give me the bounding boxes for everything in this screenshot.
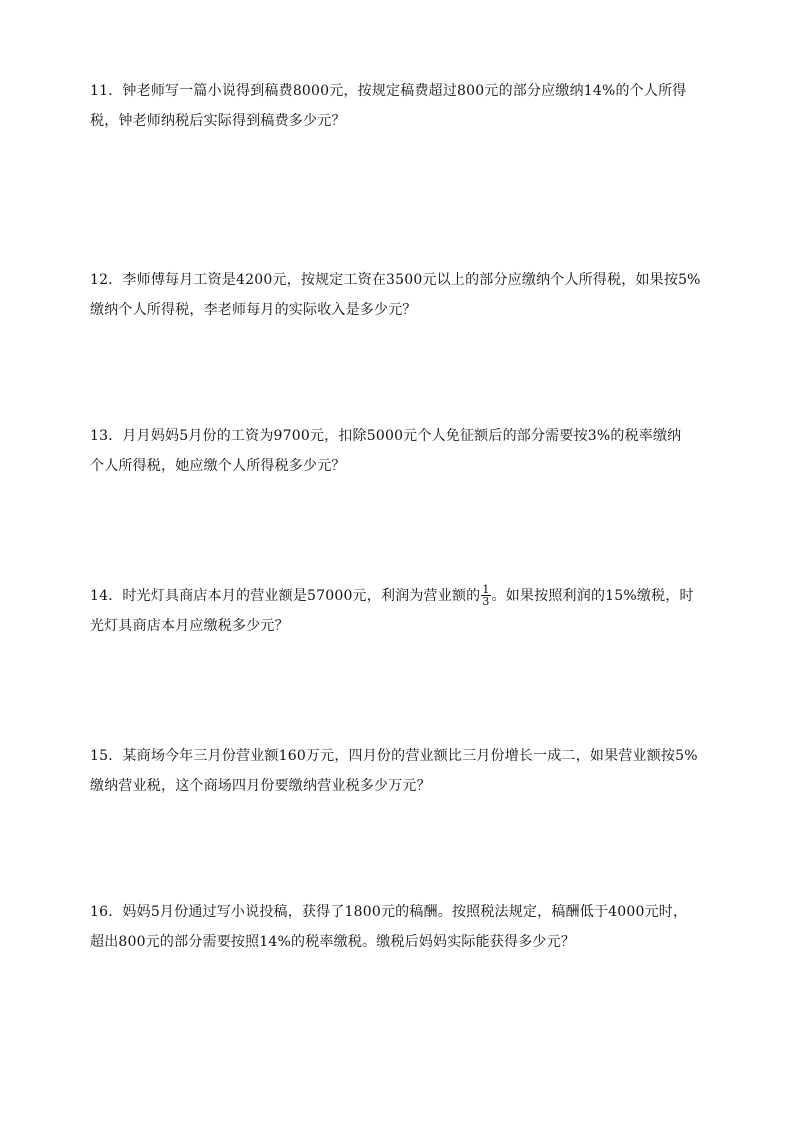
question-14	[90, 581, 720, 641]
question-12-line-2: 缴纳个人所得税，李老师每月的实际收入是多少元？	[90, 302, 417, 318]
question-13-line-2: 个人所得税，她应缴个人所得税多少元？	[90, 458, 346, 474]
question-14-text-after-fraction: 。如果按照利润的15%缴税，时	[491, 588, 694, 604]
question-14-line-2: 光灯具商店本月应缴税多少元？	[90, 618, 289, 634]
question-13-line-1: 13．月月妈妈5月份的工资为9700元，扣除5000元个人免征额后的部分需要按3%的税率缴纳	[90, 428, 682, 444]
question-16-line-2: 超出800元的部分需要按照14%的税率缴税。缴税后妈妈实际能获得多少元？	[90, 934, 576, 950]
question-15-line-2: 缴纳营业税，这个商场四月份要缴纳营业税多少万元？	[90, 778, 431, 794]
question-11	[90, 76, 720, 136]
question-13	[90, 421, 720, 481]
question-14-text-before-fraction: 14．时光灯具商店本月的营业额是57000元，利润为营业额的	[90, 588, 481, 604]
question-14-line-1	[90, 581, 720, 611]
question-16	[90, 897, 720, 957]
fraction-denominator: 3	[482, 594, 490, 608]
question-11-line-1: 11．钟老师写一篇小说得到稿费8000元，按规定稿费超过800元的部分应缴纳14%的个人所得	[90, 83, 687, 99]
question-11-line-2: 税，钟老师纳税后实际得到稿费多少元？	[90, 113, 346, 129]
fraction-one-third	[481, 584, 490, 607]
fraction-numerator: 1	[482, 582, 490, 596]
question-16-line-1: 16．妈妈5月份通过写小说投稿，获得了1800元的稿酬。按照税法规定，稿酬低于4000元时，	[90, 904, 688, 920]
question-12-line-1: 12．李师傅每月工资是4200元，按规定工资在3500元以上的部分应缴纳个人所得税，如果按5%	[90, 272, 701, 288]
question-12	[90, 265, 720, 325]
question-15-line-1: 15．某商场今年三月份营业额160万元，四月份的营业额比三月份增长一成二，如果营业额按5%	[90, 748, 698, 764]
question-15	[90, 741, 720, 801]
